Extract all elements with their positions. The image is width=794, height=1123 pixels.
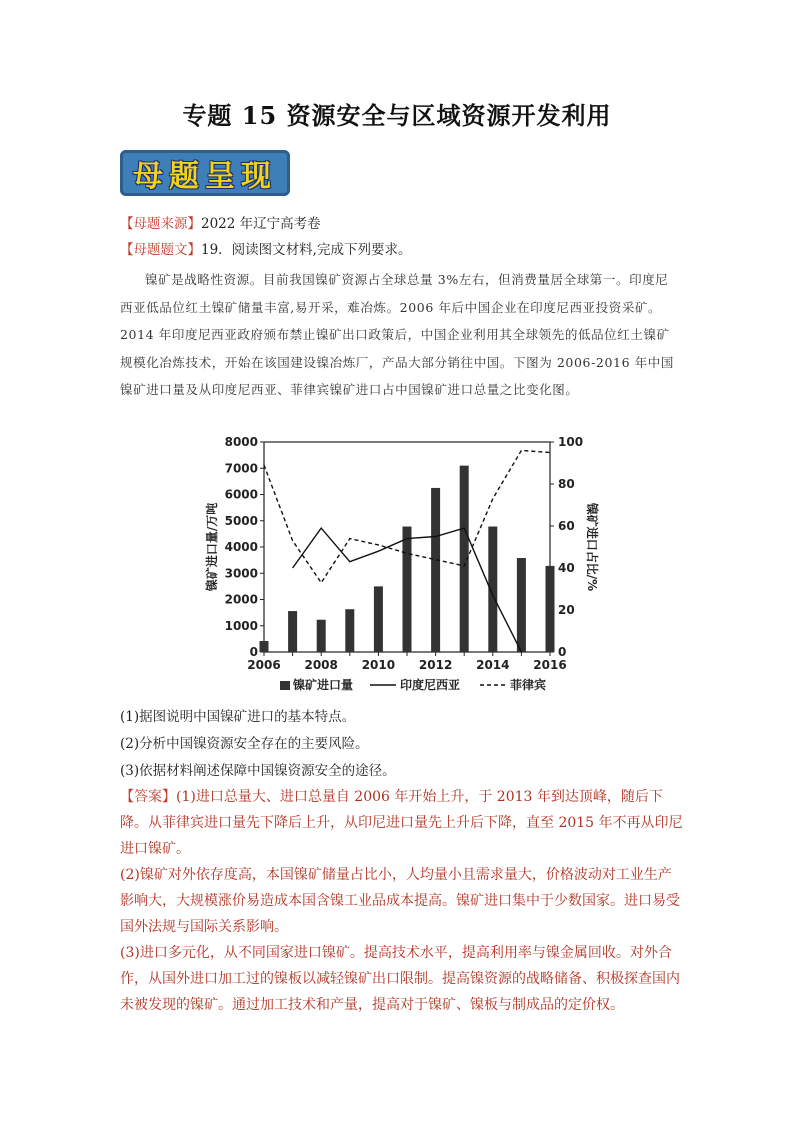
import-bar	[317, 620, 326, 652]
y2-tick-label: 60	[558, 519, 575, 533]
legend-indonesia-label: 印度尼西亚	[400, 678, 461, 692]
import-bar	[374, 586, 383, 652]
question-2: (2)分析中国镍资源安全存在的主要风险。	[120, 736, 369, 752]
y-tick-label: 3000	[224, 566, 258, 581]
y2-tick-label: 20	[558, 603, 575, 617]
section-badge	[120, 150, 290, 196]
question-1: (1)据图说明中国镍矿进口的基本特点。	[120, 709, 356, 725]
badge-text: 母题呈现	[133, 159, 277, 194]
y-tick-label: 6000	[224, 487, 258, 502]
source-text: 2022 年辽宁高考卷	[201, 216, 321, 232]
import-bar	[431, 488, 440, 652]
page-title: 专题 15 资源安全与区域资源开发利用	[182, 101, 612, 130]
question-head-label: 【母题题文】	[120, 242, 201, 258]
x-tick-label: 2010	[361, 658, 396, 672]
y-tick-label: 1000	[224, 618, 258, 633]
answer-1	[120, 784, 685, 862]
y2-tick-label: 40	[558, 561, 575, 575]
x-tick-label: 2006	[247, 658, 281, 672]
import-bar	[345, 609, 354, 652]
y2-axis-label: 镍矿进口占比/%	[585, 502, 599, 592]
x-tick-label: 2014	[476, 658, 510, 672]
source-line	[120, 212, 321, 232]
y-tick-label: 7000	[224, 461, 258, 476]
bar-series	[260, 466, 555, 652]
import-bar	[517, 558, 526, 652]
answer-2: (2)镍矿对外依存度高，本国镍矿储量占比小，人均量小且需求量大，价格波动对工业生产影响大，大规模涨价易造成本国含镍工业品成本提高。镍矿进口集中于少数国家。进口易受国外法规与国际关系影响。	[120, 867, 680, 935]
chart-legend	[280, 677, 546, 692]
import-bar	[260, 641, 269, 652]
y-tick-label: 5000	[224, 513, 258, 528]
x-tick-label: 2012	[418, 658, 453, 672]
y2-tick-label: 80	[558, 477, 575, 491]
answer-3: (3)进口多元化，从不同国家进口镍矿。提高技术水平，提高利用率与镍金属回收。对外合作，从国外进口加工过的镍板以减轻镍矿出口限制。提高镍资源的战略储备、积极探查国内未被发现的镍矿。通过加工技术和产量，提高对于镍矿、镍板与制成品的定价权。	[120, 945, 680, 1013]
y-tick-label: 8000	[224, 435, 258, 449]
y-tick-label: 0	[249, 645, 258, 659]
question-head-line	[120, 238, 411, 258]
import-bar	[546, 566, 555, 652]
import-bar	[403, 527, 412, 652]
y2-tick-label: 0	[558, 645, 567, 659]
y-tick-label: 2000	[224, 592, 258, 607]
question-head-text: 19．阅读图文材料,完成下列要求。	[201, 242, 412, 258]
import-bar	[288, 611, 297, 652]
tick-labels	[204, 435, 600, 672]
x-tick-label: 2008	[304, 658, 338, 672]
nickel-import-chart	[200, 432, 600, 694]
x-tick-label: 2016	[533, 658, 567, 672]
answer-1-text: (1)进口总量大、进口总量自 2006 年开始上升，于 2013 年到达顶峰，随后下降。从菲律宾进口量先下降后上升，从印尼进口量先上升后下降，直至 2015 年不再从印尼进口镍矿。	[120, 789, 683, 857]
source-label: 【母题来源】	[120, 216, 201, 232]
y-tick-label: 4000	[224, 540, 258, 554]
legend-bar-swatch	[280, 681, 290, 690]
legend-philippines-label: 菲律宾	[510, 678, 547, 692]
answer-label: 【答案】	[120, 789, 176, 805]
y-axis-label: 镍矿进口量/万吨	[205, 502, 219, 592]
question-3: (3)依据材料阐述保障中国镍资源安全的途径。	[120, 763, 396, 779]
material-passage: 镍矿是战略性资源。目前我国镍矿资源占全球总量 3%左右，但消费量居全球第一。印度尼西亚低品位红土镍矿储量丰富,易开采，难冶炼。2006 年后中国企业在印度尼西亚投资采矿。2014 年印度尼西亚政府颁布禁止镍矿出口政策后，中国企业利用其全球领先的低品位红土镍矿规模化冶炼技术，开始在该国建设镍冶炼厂，产品大部分销往中国。下图为 2006-2016 年中国镍矿进口量及从印度尼西亚、菲律宾镍矿进口占中国镍矿进口总量之比变化图。	[120, 272, 674, 397]
legend-bar-label: 镍矿进口量	[293, 678, 354, 692]
y2-tick-label: 100	[558, 435, 584, 449]
